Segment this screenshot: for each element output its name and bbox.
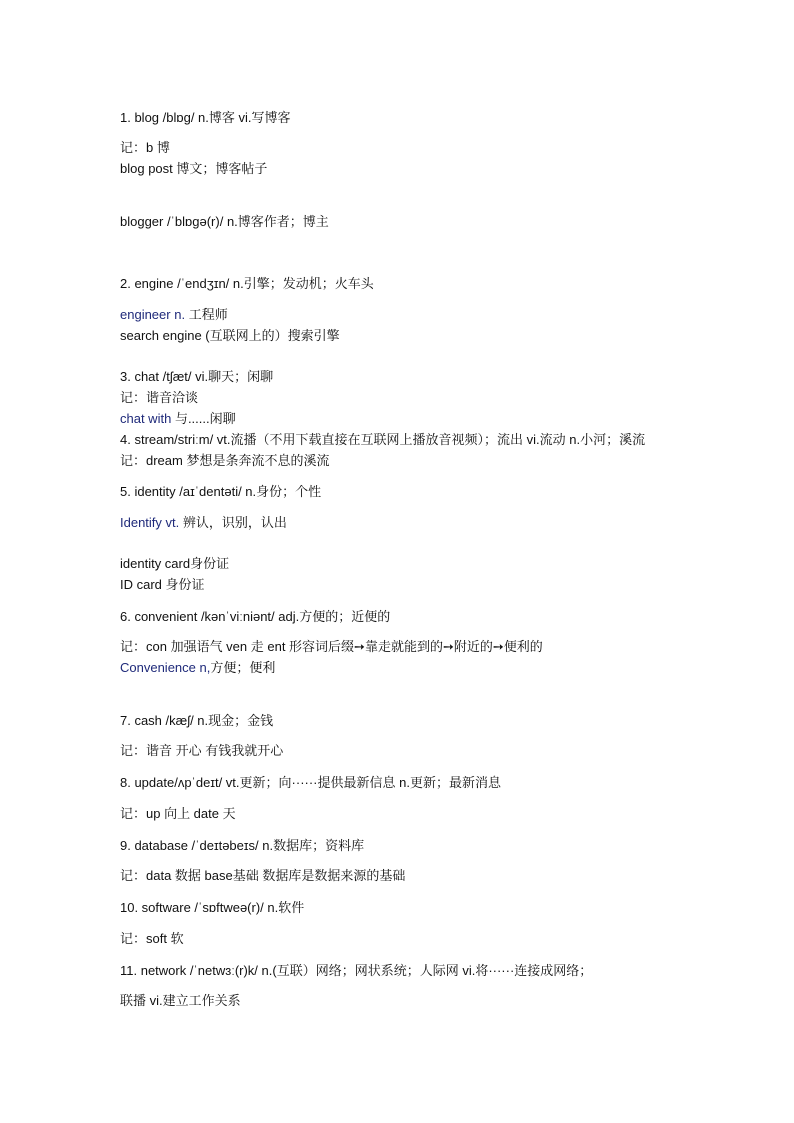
entry-7-memo: 记：谐音 开心 有钱我就开心 bbox=[120, 743, 284, 758]
entry-1-memo: 记：b 博 bbox=[120, 140, 170, 155]
entry-5-phrase-2: ID card 身份证 bbox=[120, 577, 205, 592]
entry-9-memo: 记：data 数据 base基础 数据库是数据来源的基础 bbox=[120, 868, 406, 883]
entry-6-memo: 记：con 加强语气 ven 走 ent 形容词后缀➙靠走就能到的➙附近的➙便利的 bbox=[120, 639, 543, 654]
entry-5-derivative-word: Identify vt. bbox=[120, 515, 180, 530]
entry-1-phrase: blog post 博文；博客帖子 bbox=[120, 161, 268, 176]
entry-1-heading: 1. blog /blɒg/ n.博客 vi.写博客 bbox=[120, 110, 291, 125]
entry-1-derivative: blogger /ˈblɒgə(r)/ n.博客作者；博主 bbox=[120, 214, 329, 229]
entry-3-phrase-meaning: 与......闲聊 bbox=[174, 411, 236, 426]
entry-4-memo: 记：dream 梦想是条奔流不息的溪流 bbox=[120, 453, 330, 468]
entry-6-derivative-meaning: 方便；便利 bbox=[210, 660, 276, 675]
entry-11-heading-continued: 联播 vi.建立工作关系 bbox=[120, 993, 241, 1008]
entry-2-phrase: search engine (互联网上的）搜索引擎 bbox=[120, 328, 340, 343]
entry-10-heading: 10. software /ˈsɒftweə(r)/ n.软件 bbox=[120, 900, 305, 915]
entry-3-memo: 记：谐音洽谈 bbox=[120, 390, 199, 405]
entry-5-heading: 5. identity /aɪˈdentəti/ n.身份；个性 bbox=[120, 484, 322, 499]
entry-7-heading: 7. cash /kæʃ/ n.现金；金钱 bbox=[120, 713, 274, 728]
entry-10-memo: 记：soft 软 bbox=[120, 931, 184, 946]
entry-3-phrase-word: chat with bbox=[120, 411, 172, 426]
entry-8-memo: 记：up 向上 date 天 bbox=[120, 806, 236, 821]
entry-3-phrase bbox=[120, 410, 236, 428]
entry-5-derivative-meaning: 辨认，识别，认出 bbox=[182, 515, 287, 530]
entry-9-heading: 9. database /ˈdeɪtəbeɪs/ n.数据库；资料库 bbox=[120, 838, 365, 853]
entry-2-derivative-meaning: 工程师 bbox=[188, 307, 228, 322]
entry-5-derivative bbox=[120, 514, 287, 532]
entry-8-heading: 8. update/ʌpˈdeɪt/ vt.更新；向······提供最新信息 n.更新；最新消息 bbox=[120, 775, 501, 790]
entry-6-heading: 6. convenient /kənˈviːniənt/ adj.方便的；近便的 bbox=[120, 609, 391, 624]
entry-3-heading: 3. chat /tʃæt/ vi.聊天；闲聊 bbox=[120, 369, 274, 384]
entry-6-derivative bbox=[120, 659, 275, 677]
entry-5-phrase-1: identity card身份证 bbox=[120, 556, 230, 571]
entry-2-derivative bbox=[120, 306, 228, 324]
entry-2-heading: 2. engine /ˈendʒɪn/ n.引擎；发动机；火车头 bbox=[120, 276, 374, 291]
entry-11-heading: 11. network /ˈnetwɜː(r)k/ n.(互联）网络；网状系统；人际网 vi.将······连接成网络； bbox=[120, 963, 593, 978]
entry-4-heading: 4. stream/striːm/ vt.流播（不用下载直接在互联网上播放音视频）；流出 vi.流动 n.小河；溪流 bbox=[120, 432, 646, 447]
entry-2-derivative-word: engineer n. bbox=[120, 307, 186, 322]
entry-6-derivative-word: Convenience n, bbox=[120, 660, 211, 675]
